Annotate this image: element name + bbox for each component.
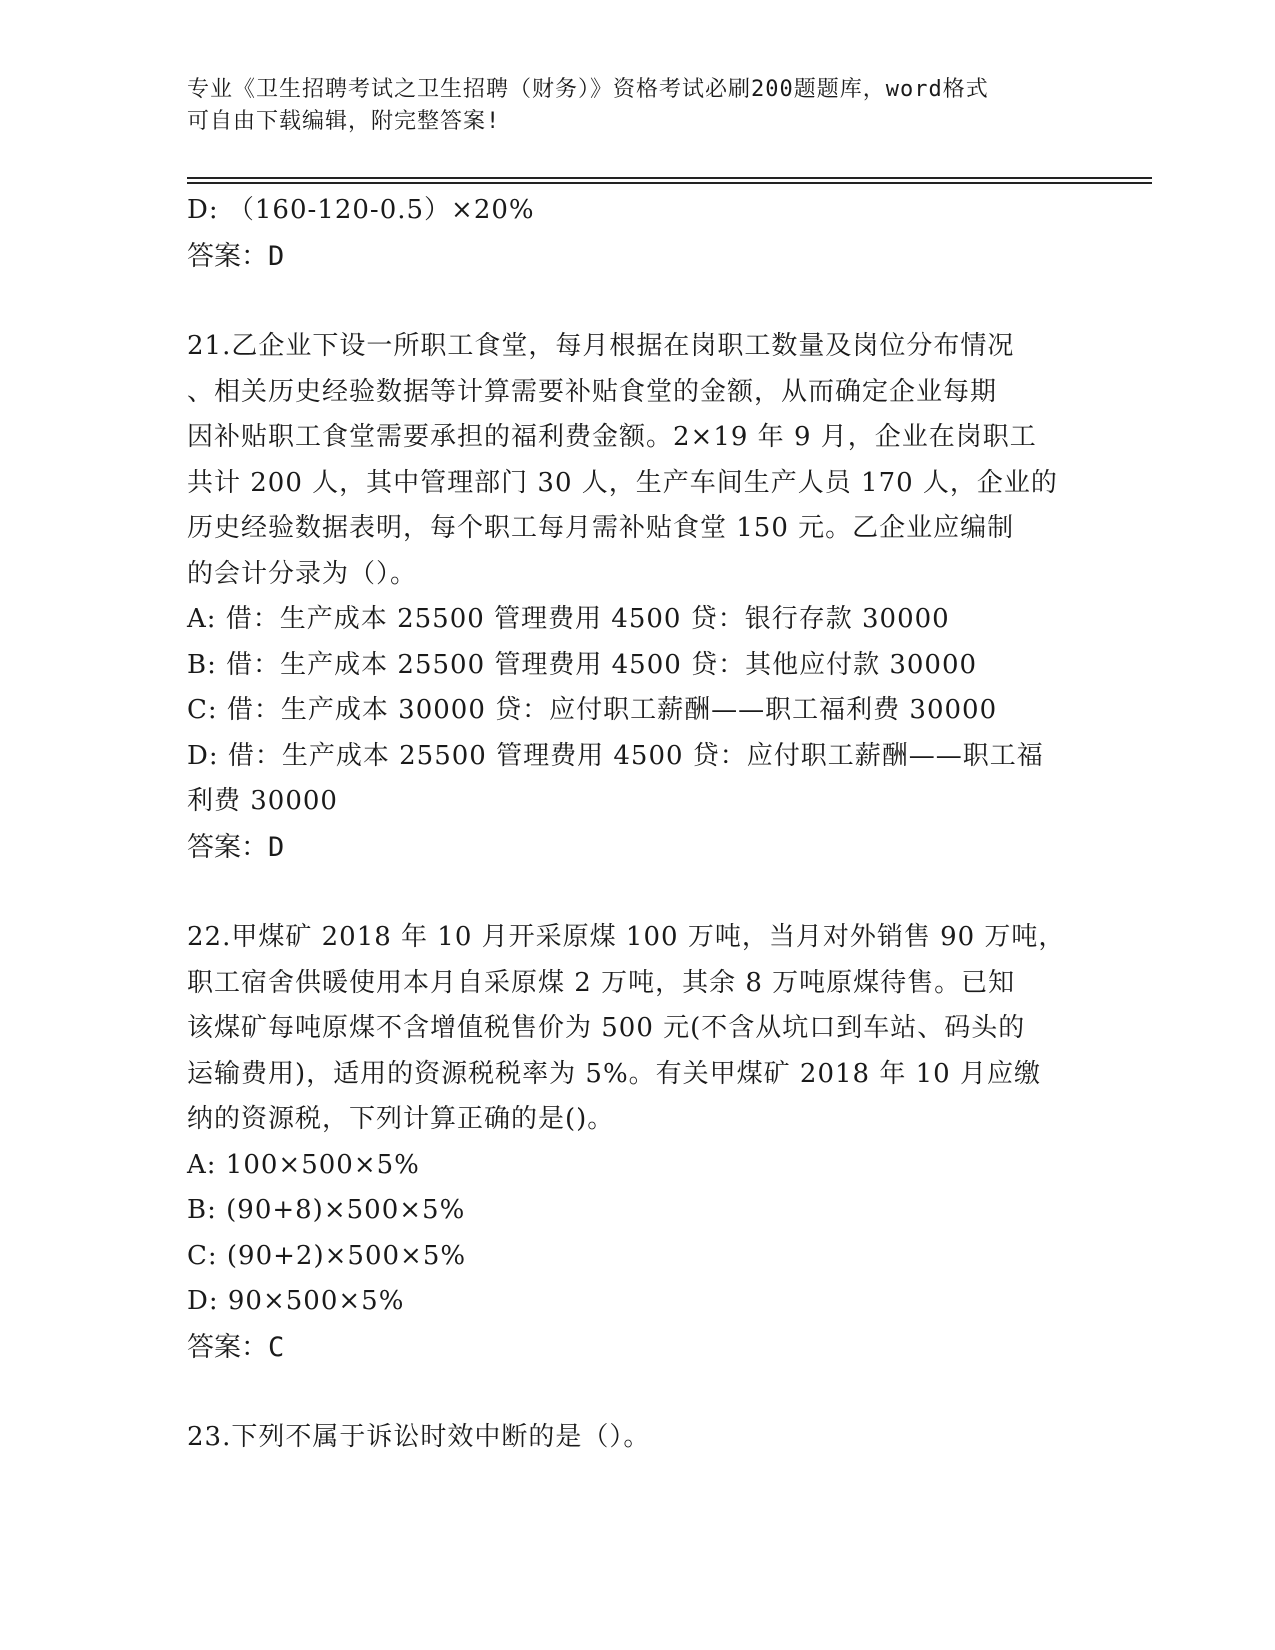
- q22-option-c: C: (90+2)×500×5%: [187, 1240, 467, 1271]
- prev-option-d: D: （160-120-0.5）×20%: [187, 195, 535, 225]
- prev-answer: 答案：D: [187, 240, 285, 272]
- q23-stem: 23.下列不属于诉讼时效中断的是（）。: [187, 1422, 651, 1452]
- spacer: [187, 279, 1087, 324]
- q21-option-a: A: 借：生产成本 25500 管理费用 4500 贷：银行存款 30000: [187, 604, 950, 634]
- q21-option-d-line: D: 借：生产成本 25500 管理费用 4500 贷：应付职工薪酬——职工福: [187, 740, 1044, 771]
- q21-stem-line: 、相关历史经验数据等计算需要补贴食堂的金额，从而确定企业每期: [187, 376, 998, 407]
- document-body: [187, 188, 1087, 1461]
- q21-answer: 答案：D: [187, 831, 285, 863]
- question-22: [187, 915, 1087, 1370]
- q22-option-b: B: (90+8)×500×5%: [187, 1195, 466, 1225]
- q22-stem-line: 运输费用)，适用的资源税税率为 5%。有关甲煤矿 2018 年 10 月应缴: [187, 1058, 1041, 1089]
- q21-option-d-line: 利费 30000: [187, 786, 338, 816]
- spacer: [187, 870, 1087, 915]
- q21-stem-line: 历史经验数据表明，每个职工每月需补贴食堂 150 元。乙企业应编制: [187, 513, 1015, 543]
- q22-answer: 答案：C: [187, 1331, 285, 1363]
- header-rule-bottom: [187, 182, 1152, 184]
- q21-option-b: B: 借：生产成本 25500 管理费用 4500 贷：其他应付款 30000: [187, 649, 978, 680]
- q21-option-c: C: 借：生产成本 30000 贷：应付职工薪酬——职工福利费 30000: [187, 695, 998, 725]
- q21-stem-line: 共计 200 人，其中管理部门 30 人，生产车间生产人员 170 人，企业的: [187, 467, 1058, 498]
- q22-stem-line: 该煤矿每吨原煤不含增值税售价为 500 元(不含从坑口到车站、码头的: [187, 1013, 1026, 1043]
- header-line-1: 专业《卫生招聘考试之卫生招聘（财务）》资格考试必刷200题题库，word格式: [187, 77, 989, 102]
- question-23: [187, 1415, 1087, 1461]
- q22-option-a: A: 100×500×5%: [187, 1149, 420, 1180]
- q21-stem-line: 21.乙企业下设一所职工食堂，每月根据在岗职工数量及岗位分布情况: [187, 331, 1015, 361]
- question-21: [187, 324, 1087, 870]
- header-rule-top: [187, 177, 1152, 179]
- document-header: [187, 74, 1067, 138]
- q22-stem-line: 职工宿舍供暖使用本月自采原煤 2 万吨，其余 8 万吨原煤待售。已知: [187, 967, 1016, 998]
- q21-stem-line: 的会计分录为（）。: [187, 558, 418, 589]
- header-line-2: 可自由下载编辑，附完整答案!: [187, 109, 501, 134]
- q21-stem-line: 因补贴职工食堂需要承担的福利费金额。2×19 年 9 月，企业在岗职工: [187, 422, 1037, 452]
- q22-option-d: D: 90×500×5%: [187, 1286, 405, 1316]
- spacer: [187, 1370, 1087, 1415]
- q22-stem-line: 22.甲煤矿 2018 年 10 月开采原煤 100 万吨，当月对外销售 90 万吨，: [187, 922, 1066, 952]
- q22-stem-line: 纳的资源税，下列计算正确的是()。: [187, 1104, 615, 1134]
